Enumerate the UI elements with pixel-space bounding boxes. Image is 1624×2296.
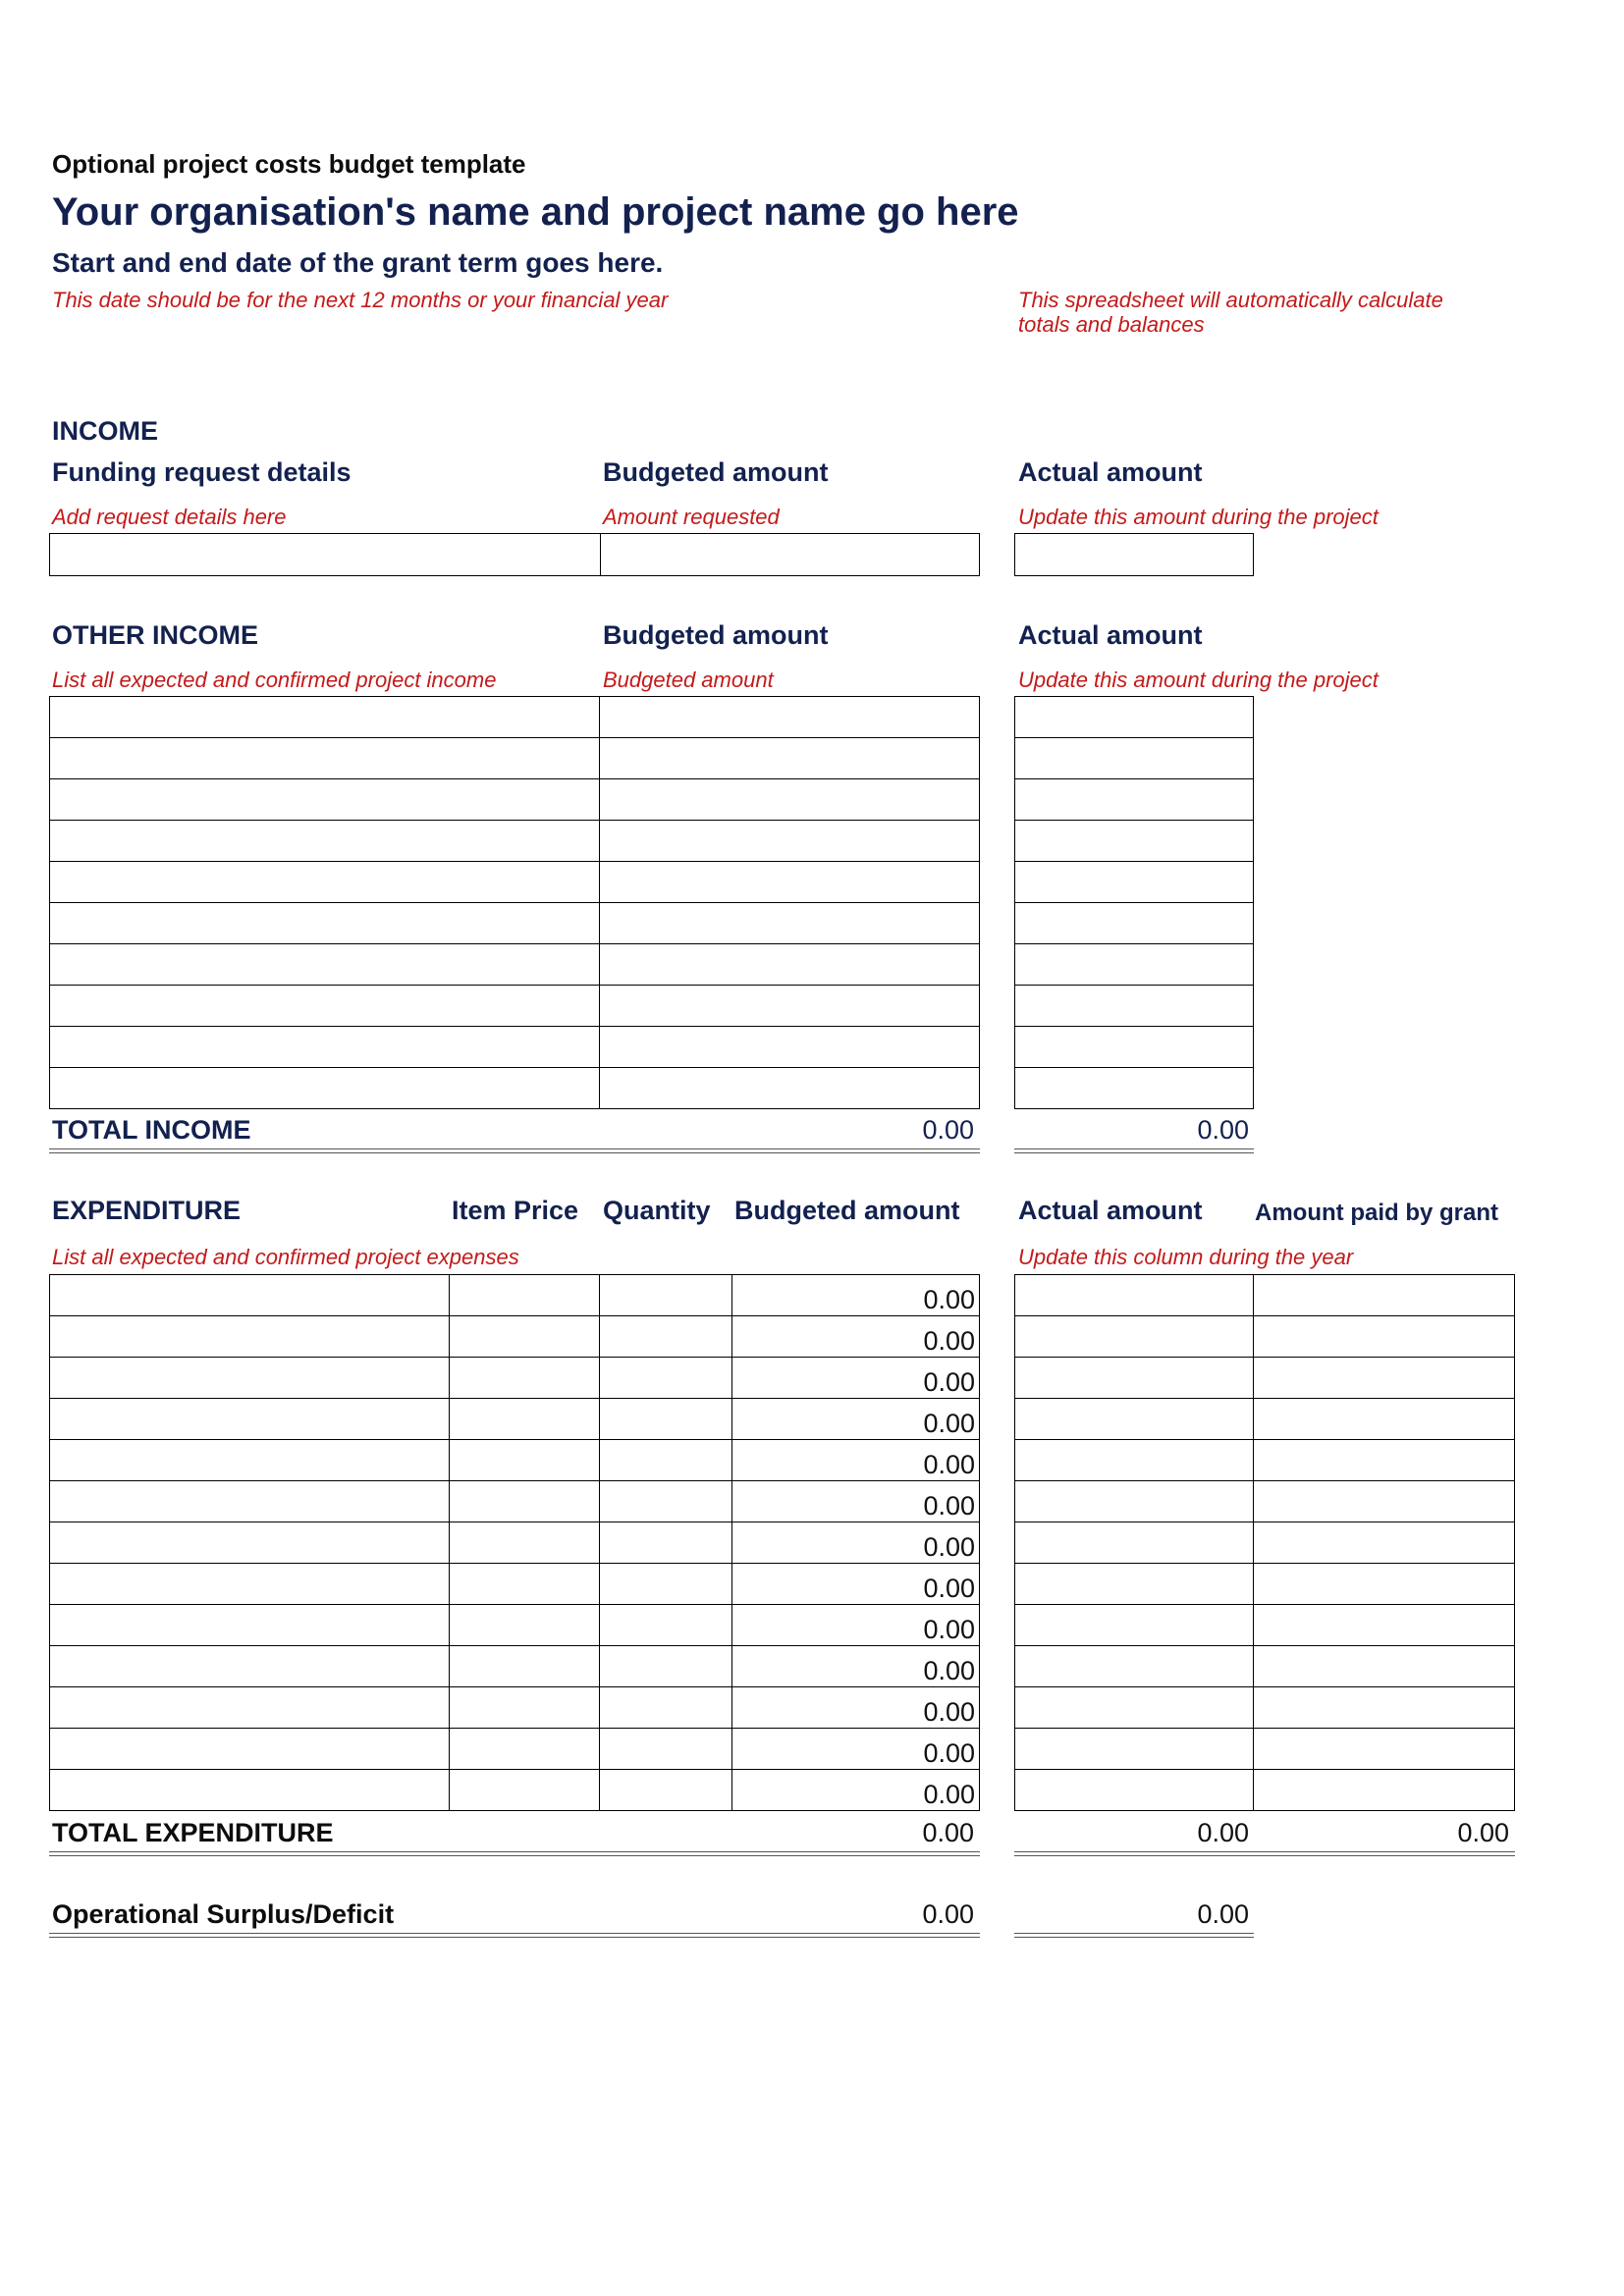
expenditure-actual-row xyxy=(1015,1399,1515,1440)
other-income-budgeted-cell[interactable] xyxy=(600,986,980,1027)
other-income-actual-row xyxy=(1015,862,1254,903)
auto-calc-note-line1: This spreadsheet will automatically calculate xyxy=(1018,288,1443,312)
expenditure-budgeted-cell: 0.00 xyxy=(732,1729,980,1770)
expenditure-table xyxy=(49,1274,980,1811)
expenditure-row xyxy=(50,1399,980,1440)
expenditure-item-price-cell[interactable] xyxy=(449,1440,600,1481)
other-income-actual-row xyxy=(1015,944,1254,986)
other-income-actual-row xyxy=(1015,779,1254,821)
expenditure-actual-cell[interactable] xyxy=(1015,1564,1254,1605)
expenditure-budgeted-cell: 0.00 xyxy=(732,1316,980,1358)
expenditure-budgeted-cell: 0.00 xyxy=(732,1275,980,1316)
expenditure-details-cell[interactable] xyxy=(50,1399,450,1440)
expenditure-paid-by-grant-cell[interactable] xyxy=(1253,1522,1514,1564)
expenditure-row xyxy=(50,1729,980,1770)
other-income-details-cell[interactable] xyxy=(50,944,600,986)
expenditure-title: EXPENDITURE xyxy=(52,1196,242,1225)
expenditure-quantity-cell[interactable] xyxy=(600,1522,732,1564)
other-income-actual-row xyxy=(1015,697,1254,738)
expenditure-paid-by-grant-cell[interactable] xyxy=(1253,1729,1514,1770)
expenditure-col-actual: Actual amount xyxy=(1018,1196,1203,1225)
expenditure-details-cell[interactable] xyxy=(50,1646,450,1687)
other-income-budgeted-cell[interactable] xyxy=(600,738,980,779)
expenditure-paid-by-grant-cell[interactable] xyxy=(1253,1687,1514,1729)
expenditure-actual-cell[interactable] xyxy=(1015,1770,1254,1811)
expenditure-budgeted-cell: 0.00 xyxy=(732,1564,980,1605)
other-income-row xyxy=(50,862,980,903)
total-income-label: TOTAL INCOME xyxy=(52,1115,251,1145)
expenditure-quantity-cell[interactable] xyxy=(600,1481,732,1522)
expenditure-paid-by-grant-cell[interactable] xyxy=(1253,1316,1514,1358)
expenditure-details-cell[interactable] xyxy=(50,1564,450,1605)
surplus-budgeted: 0.00 xyxy=(922,1899,974,1929)
expenditure-details-cell[interactable] xyxy=(50,1729,450,1770)
expenditure-quantity-cell[interactable] xyxy=(600,1564,732,1605)
expenditure-details-cell[interactable] xyxy=(50,1440,450,1481)
income-details-cell[interactable] xyxy=(49,533,601,576)
expenditure-row xyxy=(50,1481,980,1522)
expenditure-quantity-cell[interactable] xyxy=(600,1275,732,1316)
other-income-actual-row xyxy=(1015,1068,1254,1109)
income-title: INCOME xyxy=(52,416,158,446)
total-expenditure-paid-by-grant: 0.00 xyxy=(1457,1818,1509,1847)
expenditure-actual-cell[interactable] xyxy=(1015,1358,1254,1399)
expenditure-paid-by-grant-cell[interactable] xyxy=(1253,1481,1514,1522)
expenditure-paid-by-grant-cell[interactable] xyxy=(1253,1399,1514,1440)
expenditure-budgeted-cell: 0.00 xyxy=(732,1399,980,1440)
surplus-label: Operational Surplus/Deficit xyxy=(52,1899,395,1929)
auto-calc-note-line2: totals and balances xyxy=(1018,312,1205,337)
expenditure-quantity-cell[interactable] xyxy=(600,1399,732,1440)
other-income-row xyxy=(50,697,980,738)
expenditure-row xyxy=(50,1275,980,1316)
other-income-details-cell[interactable] xyxy=(50,821,600,862)
other-income-actual-row xyxy=(1015,738,1254,779)
expenditure-row xyxy=(50,1770,980,1811)
expenditure-paid-by-grant-cell[interactable] xyxy=(1253,1605,1514,1646)
expenditure-actual-cell[interactable] xyxy=(1015,1605,1254,1646)
other-income-details-cell[interactable] xyxy=(50,1027,600,1068)
expenditure-paid-by-grant-cell[interactable] xyxy=(1253,1646,1514,1687)
total-expenditure-budgeted: 0.00 xyxy=(922,1818,974,1847)
expenditure-row xyxy=(50,1646,980,1687)
expenditure-actual-cell[interactable] xyxy=(1015,1399,1254,1440)
expenditure-actual-row xyxy=(1015,1522,1515,1564)
expenditure-col-item-price: Item Price xyxy=(452,1196,579,1225)
expenditure-col-paid-by-grant: Amount paid by grant xyxy=(1255,1200,1498,1226)
other-income-row xyxy=(50,821,980,862)
expenditure-details-cell[interactable] xyxy=(50,1481,450,1522)
expenditure-paid-by-grant-cell[interactable] xyxy=(1253,1358,1514,1399)
expenditure-actual-row xyxy=(1015,1316,1515,1358)
surplus-actual-underline xyxy=(1014,1933,1254,1938)
template-label: Optional project costs budget template xyxy=(52,149,526,179)
expenditure-actual-row xyxy=(1015,1358,1515,1399)
other-income-actual-cell[interactable] xyxy=(1015,903,1254,944)
expenditure-details-cell[interactable] xyxy=(50,1687,450,1729)
expenditure-item-price-cell[interactable] xyxy=(449,1729,600,1770)
other-income-actual-cell[interactable] xyxy=(1015,1068,1254,1109)
expenditure-row xyxy=(50,1316,980,1358)
grant-term: Start and end date of the grant term goes here. xyxy=(52,247,664,278)
total-income-budgeted: 0.00 xyxy=(922,1115,974,1145)
other-income-row xyxy=(50,738,980,779)
expenditure-actual-cell[interactable] xyxy=(1015,1316,1254,1358)
total-expenditure-label: TOTAL EXPENDITURE xyxy=(52,1818,334,1847)
expenditure-actual-row xyxy=(1015,1770,1515,1811)
total-expenditure-actual: 0.00 xyxy=(1197,1818,1249,1847)
income-col-actual: Actual amount xyxy=(1018,457,1203,487)
expenditure-quantity-cell[interactable] xyxy=(600,1687,732,1729)
expenditure-budgeted-cell: 0.00 xyxy=(732,1646,980,1687)
expenditure-details-cell[interactable] xyxy=(50,1358,450,1399)
expenditure-item-price-cell[interactable] xyxy=(449,1605,600,1646)
expenditure-actual-cell[interactable] xyxy=(1015,1481,1254,1522)
expenditure-budgeted-cell: 0.00 xyxy=(732,1770,980,1811)
other-income-actual-cell[interactable] xyxy=(1015,779,1254,821)
income-col-budgeted: Budgeted amount xyxy=(603,457,829,487)
expenditure-hint-actual: Update this column during the year xyxy=(1018,1245,1354,1269)
income-budgeted-cell[interactable] xyxy=(600,533,980,576)
expenditure-actual-cell[interactable] xyxy=(1015,1522,1254,1564)
total-expenditure-underline xyxy=(49,1851,980,1856)
expenditure-quantity-cell[interactable] xyxy=(600,1770,732,1811)
other-income-actual-cell[interactable] xyxy=(1015,697,1254,738)
other-income-row xyxy=(50,903,980,944)
expenditure-item-price-cell[interactable] xyxy=(449,1399,600,1440)
expenditure-row xyxy=(50,1687,980,1729)
expenditure-item-price-cell[interactable] xyxy=(449,1522,600,1564)
other-income-title: OTHER INCOME xyxy=(52,620,259,650)
other-income-hint-details: List all expected and confirmed project income xyxy=(52,667,497,692)
expenditure-row xyxy=(50,1605,980,1646)
other-income-details-cell[interactable] xyxy=(50,738,600,779)
expenditure-budgeted-cell: 0.00 xyxy=(732,1481,980,1522)
expenditure-details-cell[interactable] xyxy=(50,1275,450,1316)
income-actual-cell[interactable] xyxy=(1014,533,1254,576)
expenditure-actual-row xyxy=(1015,1646,1515,1687)
expenditure-item-price-cell[interactable] xyxy=(449,1687,600,1729)
other-income-budgeted-cell[interactable] xyxy=(600,779,980,821)
total-expenditure-actual-underline xyxy=(1014,1851,1515,1856)
expenditure-row xyxy=(50,1358,980,1399)
date-note: This date should be for the next 12 months or your financial year xyxy=(52,288,669,312)
expenditure-budgeted-cell: 0.00 xyxy=(732,1358,980,1399)
expenditure-quantity-cell[interactable] xyxy=(600,1440,732,1481)
expenditure-actual-row xyxy=(1015,1687,1515,1729)
other-income-actual-cell[interactable] xyxy=(1015,862,1254,903)
expenditure-actual-row xyxy=(1015,1564,1515,1605)
expenditure-quantity-cell[interactable] xyxy=(600,1646,732,1687)
other-income-details-cell[interactable] xyxy=(50,862,600,903)
other-income-budgeted-cell[interactable] xyxy=(600,903,980,944)
expenditure-paid-by-grant-cell[interactable] xyxy=(1253,1275,1514,1316)
expenditure-details-cell[interactable] xyxy=(50,1316,450,1358)
other-income-hint-budgeted: Budgeted amount xyxy=(603,667,774,692)
expenditure-item-price-cell[interactable] xyxy=(449,1316,600,1358)
total-income-actual-underline xyxy=(1014,1148,1254,1153)
other-income-actual-row xyxy=(1015,1027,1254,1068)
expenditure-row xyxy=(50,1522,980,1564)
income-hint-actual: Update this amount during the project xyxy=(1018,505,1379,529)
expenditure-actual-cell[interactable] xyxy=(1015,1440,1254,1481)
expenditure-paid-by-grant-cell[interactable] xyxy=(1253,1440,1514,1481)
other-income-budgeted-cell[interactable] xyxy=(600,944,980,986)
expenditure-actual-row xyxy=(1015,1729,1515,1770)
other-income-actual-row xyxy=(1015,986,1254,1027)
expenditure-row xyxy=(50,1440,980,1481)
expenditure-budgeted-cell: 0.00 xyxy=(732,1687,980,1729)
expenditure-paid-by-grant-cell[interactable] xyxy=(1253,1770,1514,1811)
expenditure-actual-row xyxy=(1015,1440,1515,1481)
other-income-actual-cell[interactable] xyxy=(1015,944,1254,986)
expenditure-budgeted-cell: 0.00 xyxy=(732,1440,980,1481)
expenditure-actual-cell[interactable] xyxy=(1015,1275,1254,1316)
expenditure-quantity-cell[interactable] xyxy=(600,1358,732,1399)
expenditure-quantity-cell[interactable] xyxy=(600,1729,732,1770)
other-income-row xyxy=(50,779,980,821)
expenditure-details-cell[interactable] xyxy=(50,1522,450,1564)
expenditure-item-price-cell[interactable] xyxy=(449,1564,600,1605)
other-income-budgeted-cell[interactable] xyxy=(600,862,980,903)
expenditure-item-price-cell[interactable] xyxy=(449,1481,600,1522)
expenditure-paid-by-grant-cell[interactable] xyxy=(1253,1564,1514,1605)
other-income-row xyxy=(50,986,980,1027)
expenditure-actual-cell[interactable] xyxy=(1015,1646,1254,1687)
other-income-actual-cell[interactable] xyxy=(1015,986,1254,1027)
other-income-actual-cell[interactable] xyxy=(1015,821,1254,862)
total-income-actual: 0.00 xyxy=(1197,1115,1249,1145)
other-income-col-budgeted: Budgeted amount xyxy=(603,620,829,650)
other-income-row xyxy=(50,1027,980,1068)
expenditure-item-price-cell[interactable] xyxy=(449,1770,600,1811)
expenditure-item-price-cell[interactable] xyxy=(449,1358,600,1399)
other-income-actual-table xyxy=(1014,696,1254,1109)
expenditure-details-cell[interactable] xyxy=(50,1770,450,1811)
expenditure-details-cell[interactable] xyxy=(50,1605,450,1646)
page-title: Your organisation's name and project name go here xyxy=(52,190,1019,234)
expenditure-actual-cell[interactable] xyxy=(1015,1729,1254,1770)
other-income-actual-cell[interactable] xyxy=(1015,1027,1254,1068)
other-income-budgeted-cell[interactable] xyxy=(600,821,980,862)
income-hint-budgeted: Amount requested xyxy=(603,505,780,529)
expenditure-item-price-cell[interactable] xyxy=(449,1275,600,1316)
other-income-budgeted-cell[interactable] xyxy=(600,1027,980,1068)
total-income-underline xyxy=(49,1148,980,1153)
surplus-underline xyxy=(49,1933,980,1938)
other-income-row xyxy=(50,944,980,986)
expenditure-col-quantity: Quantity xyxy=(603,1196,711,1225)
other-income-details-cell[interactable] xyxy=(50,697,600,738)
expenditure-actual-cell[interactable] xyxy=(1015,1687,1254,1729)
expenditure-actual-row xyxy=(1015,1275,1515,1316)
surplus-actual: 0.00 xyxy=(1197,1899,1249,1929)
expenditure-actual-row xyxy=(1015,1605,1515,1646)
other-income-actual-row xyxy=(1015,903,1254,944)
expenditure-item-price-cell[interactable] xyxy=(449,1646,600,1687)
other-income-table xyxy=(49,696,980,1109)
other-income-actual-cell[interactable] xyxy=(1015,738,1254,779)
expenditure-budgeted-cell: 0.00 xyxy=(732,1522,980,1564)
other-income-col-actual: Actual amount xyxy=(1018,620,1203,650)
expenditure-budgeted-cell: 0.00 xyxy=(732,1605,980,1646)
other-income-details-cell[interactable] xyxy=(50,903,600,944)
expenditure-quantity-cell[interactable] xyxy=(600,1316,732,1358)
expenditure-actual-table xyxy=(1014,1274,1515,1811)
other-income-budgeted-cell[interactable] xyxy=(600,1068,980,1109)
expenditure-col-budgeted: Budgeted amount xyxy=(734,1196,960,1225)
expenditure-actual-row xyxy=(1015,1481,1515,1522)
other-income-details-cell[interactable] xyxy=(50,986,600,1027)
other-income-details-cell[interactable] xyxy=(50,779,600,821)
other-income-details-cell[interactable] xyxy=(50,1068,600,1109)
other-income-hint-actual: Update this amount during the project xyxy=(1018,667,1379,692)
income-hint-details: Add request details here xyxy=(52,505,287,529)
other-income-row xyxy=(50,1068,980,1109)
expenditure-row xyxy=(50,1564,980,1605)
other-income-actual-row xyxy=(1015,821,1254,862)
other-income-budgeted-cell[interactable] xyxy=(600,697,980,738)
expenditure-hint-details: List all expected and confirmed project expenses xyxy=(52,1245,519,1269)
income-col-details: Funding request details xyxy=(52,457,352,487)
expenditure-quantity-cell[interactable] xyxy=(600,1605,732,1646)
